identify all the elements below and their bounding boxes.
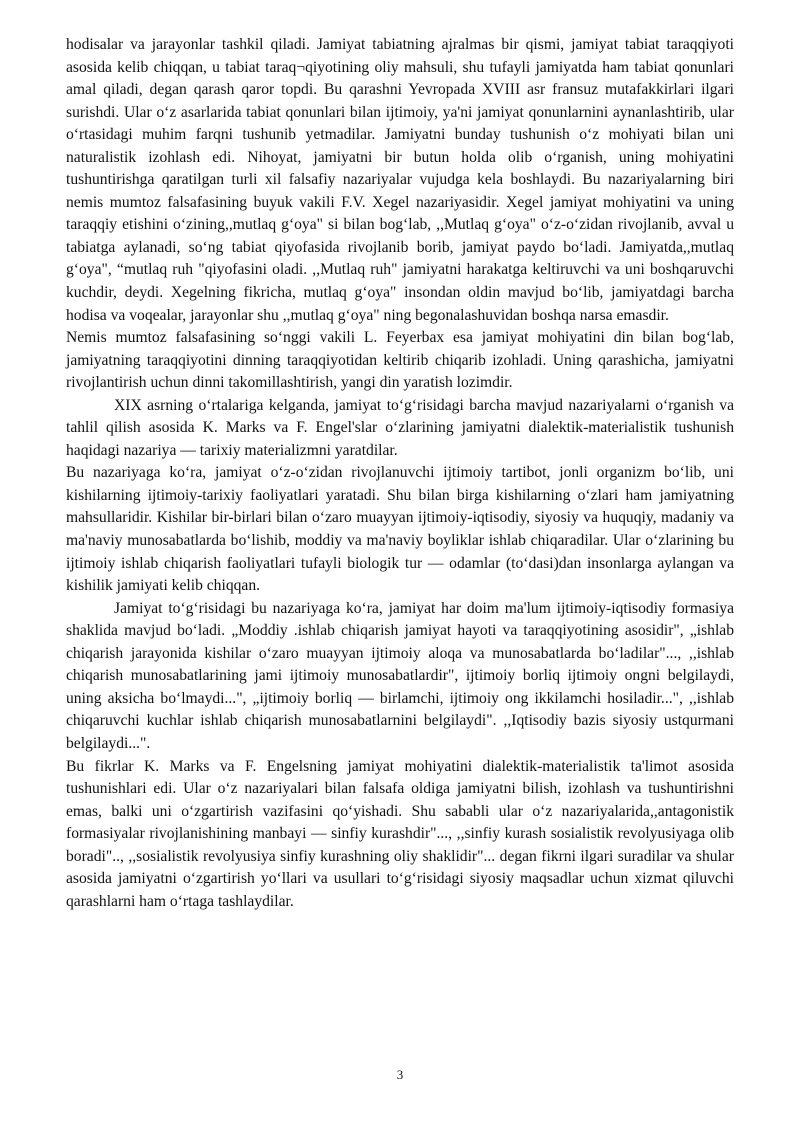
- paragraph-marx-engels-intro: XIX asrning oʻrtalariga kelganda, jamiyat toʻgʻrisidagi barcha mavjud nazariyalarni oʻrganish va tahlil qilish asosida K. Marks va F. Engel'slar oʻzlarining jamiyatni dialektik-materialistik tushunish haqidagi nazariya — tarixiy materializmni yaratdilar.: [66, 396, 734, 459]
- page-number: 3: [396, 1067, 404, 1082]
- document-body: [66, 34, 734, 913]
- paragraph-socioeconomic-formation: Jamiyat toʻgʻrisidagi bu nazariyaga koʻra, jamiyat har doim ma'lum ijtimoiy-iqtisodiy formasiya shaklida mavjud boʻladi. „Moddiy .ishlab chiqarish jamiyat hayoti va taraqqiyotining asosidir", „ishlab chiqarish jarayonida kishilar oʻzaro muayyan ijtimoiy aloqa va munosabatlarda boʻladilar"..., ,,ishlab chiqarish munosabatlarining jami ijtimoiy munosabatlardir", ijtimoiy borliq ijtimoiy ongni belgilaydi, uning aksicha boʻlmaydi...", „ijtimoiy borliq — birlamchi, ijtimoiy ong ikkilamchi hosiladir...", ,,ishlab chiqaruvchi kuchlar ishlab chiqarish munosabatlarnini belgilaydi". ,,Iqtisodiy bazis siyosiy ustqurmani belgilaydi...".: [66, 599, 734, 752]
- paragraph-hegel-naturalism: hodisalar va jarayonlar tashkil qiladi. Jamiyat tabiatning ajralmas bir qismi, jamiyat tabiat taraqqiyoti asosida kelib chiqqan, u tabiat taraq¬qiyotining oliy mahsuli, shu tufayli jamiyatda ham tabiat qonunlari amal qiladi, degan qarash qaror topdi. Bu qarashni Yevropada XVIII asr fransuz mutafakkirlari ilgari surishdi. Ular oʻz asarlarida tabiat qonunlari bilan ijtimoiy, ya'ni jamiyat qonunlarnini aynanlashtirib, ular oʻrtasidagi muhim farqni tushunib yetmadilar. Jamiyatni bunday tushunish oʻz mohiyati bilan uni naturalistik izohlash edi. Nihoyat, jamiyatni bir butun holda olib oʻrganish, uning mohiyatini tushuntirishga qaratilgan turli xil falsafiy nazariyalar vujudga kela boshlaydi. Bu nazariyalarning biri nemis mumtoz falsafasining buyuk vakili F.V. Xegel nazariyasidir. Xegel jamiyat mohiyatini va uning taraqqiy etishini oʻzining,,mutlaq gʻoya" si bilan bogʻlab, ,,Mutlaq gʻoya" oʻz-oʻzidan rivojlanib, avval u tabiatga aylanadi, soʻng tabiat qiyofasida rivojlanib borib, jamiyat paydo boʻladi. Jamiyatda,,mutlaq gʻoya", “mutlaq ruh "qiyofasini oladi. ,,Mutlaq ruh" jamiyatni harakatga keltiruvchi va uni boshqaruvchi kuchdir, deydi. Xegelning fikricha, mutlaq gʻoya" insondan oldin mavjud boʻlib, jamiyatdagi barcha hodisa va voqealar, jarayonlar shu ,,mutlaq gʻoya" ning begonalashuvidan boshqa narsa emasdir.: [66, 36, 734, 324]
- paragraph-class-struggle: Bu fikrlar K. Marks va F. Engelsning jamiyat mohiyatini dialektik-materialistik ta'limot asosida tushunishlari edi. Ular oʻz nazariyalari bilan falsafa oldiga jamiyatni bilish, izohlash va tushuntirishni emas, balki uni oʻzgartirish vazifasini qoʻyishadi. Shu sababli ular oʻz nazariyalarida,,antagonistik formasiyalar rivojlanishining manbayi — sinfiy kurashdir"..., ,,sinfiy kurash sosialistik revolyusiyaga olib boradi".., ,,sosialistik revolyusiya sinfiy kurashning oliy shaklidir"... degan fikrni ilgari suradilar va shular asosida jamiyatni oʻzgartirish yoʻllari va usullari toʻgʻrisidagi siyosiy maqsadlar uchun xizmat qiluvchi qarashlarni ham oʻrtaga tashlaydilar.: [66, 757, 734, 910]
- paragraph-feuerbach: Nemis mumtoz falsafasining soʻnggi vakili L. Feyerbax esa jamiyat mohiyatini din bilan bogʻlab, jamiyatning taraqqiyotini dinning taraqqiyotidan keltirib chiqarib izohladi. Uning qarashicha, jamiyatni rivojlantirish uchun dinni takomillashtirish, yangi din yaratish lozimdir.: [66, 329, 734, 392]
- paragraph-theory-summary: Bu nazariyaga koʻra, jamiyat oʻz-oʻzidan rivojlanuvchi ijtimoiy tartibot, jonli organizm boʻlib, uni kishilarning ijtimoiy-tarixiy faoliyatlari yaratadi. Shu bilan birga kishilarning oʻzlari ham jamiyatning mahsullaridir. Kishilar bir-birlari bilan oʻzaro muayyan ijtimoiy-iqtisodiy, siyosiy va huquqiy, madaniy va ma'naviy munosabatlarda boʻlishib, moddiy va ma'naviy boyliklar ishlab chiqaradilar. Ular oʻzlarining bu ijtimoiy ishlab chiqarish faoliyatlari tufayli biologik tur — odamlar (toʻdasi)dan insonlarga aylangan va kishilik jamiyati kelib chiqqan.: [66, 464, 734, 595]
